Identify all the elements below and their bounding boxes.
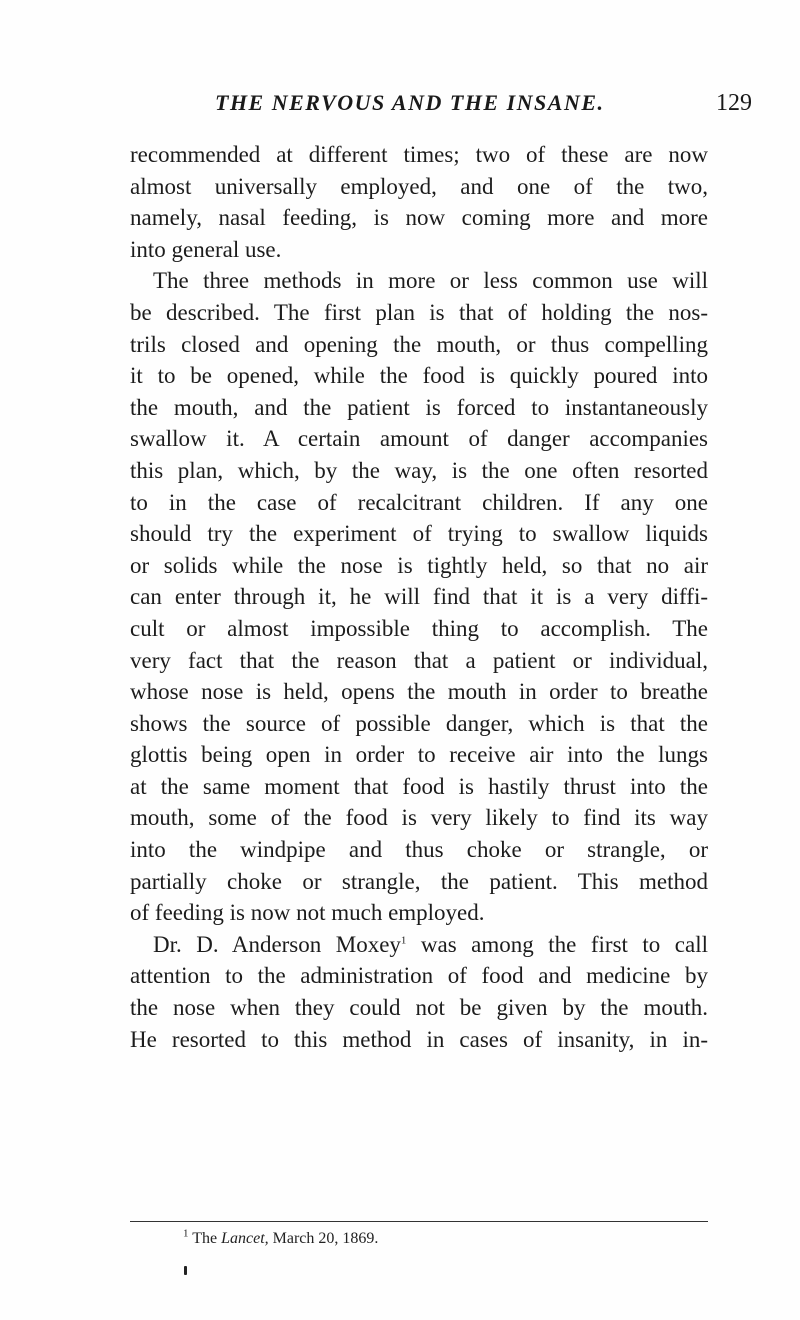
body-text bbox=[130, 139, 708, 1055]
text-line: almost universally employed, and one of the two, bbox=[130, 173, 708, 199]
page-number: 129 bbox=[716, 90, 752, 116]
text-line: He resorted to this method in cases of insanity, in in- bbox=[130, 1026, 708, 1052]
text-line: swallow it. A certain amount of danger accompanies bbox=[130, 426, 708, 452]
text-line: The three methods in more or less common use will bbox=[153, 268, 708, 294]
text-line: should try the experiment of trying to swallow liquids bbox=[130, 521, 708, 547]
text-line-with-footnote bbox=[130, 929, 708, 961]
print-speck bbox=[184, 1266, 187, 1275]
text-line: the mouth, and the patient is forced to instantaneously bbox=[130, 394, 708, 420]
running-head: THE NERVOUS AND THE INSANE. bbox=[215, 90, 605, 115]
text-line: whose nose is held, opens the mouth in order to breathe bbox=[130, 679, 708, 705]
text-line: into the windpipe and thus choke or strangle, or bbox=[130, 837, 708, 863]
text-line: of feeding is now not much employed. bbox=[130, 900, 485, 926]
text-line: at the same moment that food is hastily thrust into the bbox=[130, 773, 708, 799]
text-line: namely, nasal feeding, is now coming more and more bbox=[130, 205, 708, 231]
footnote bbox=[183, 1227, 379, 1248]
footnote-reference: 1 bbox=[400, 934, 407, 947]
text-fragment: was among the first to call bbox=[420, 931, 708, 957]
text-line: glottis being open in order to receive air into the lungs bbox=[130, 742, 708, 768]
footnote-divider bbox=[130, 1221, 708, 1222]
footnote-date: March 20, 1869. bbox=[268, 1230, 379, 1247]
footnote-marker: 1 bbox=[183, 1227, 189, 1240]
text-line: cult or almost impossible thing to accomplish. The bbox=[130, 615, 708, 641]
footnote-text: The bbox=[192, 1230, 222, 1247]
text-line: to in the case of recalcitrant children. If any one bbox=[130, 489, 708, 515]
text-line: trils closed and opening the mouth, or thus compelling bbox=[130, 331, 708, 357]
text-fragment: Dr. D. Anderson Moxey bbox=[153, 931, 401, 957]
text-line: it to be opened, while the food is quickly poured into bbox=[130, 363, 708, 389]
text-line: recommended at different times; two of these are now bbox=[130, 142, 708, 167]
text-line: attention to the administration of food and medicine by bbox=[130, 963, 708, 989]
text-line: can enter through it, he will find that it is a very diffi- bbox=[130, 584, 708, 610]
text-line: or solids while the nose is tightly held, so that no air bbox=[130, 552, 708, 578]
text-line: very fact that the reason that a patient or individual, bbox=[130, 647, 708, 673]
text-line: shows the source of possible danger, which is that the bbox=[130, 710, 708, 736]
footnote-journal: Lancet, bbox=[221, 1230, 269, 1247]
text-line: partially choke or strangle, the patient. This method bbox=[130, 868, 708, 894]
text-line: be described. The first plan is that of holding the nos- bbox=[130, 299, 708, 325]
text-line: into general use. bbox=[130, 236, 282, 262]
text-line: the nose when they could not be given by the mouth. bbox=[130, 995, 708, 1021]
text-line: this plan, which, by the way, is the one often resorted bbox=[130, 457, 708, 483]
text-line: mouth, some of the food is very likely to find its way bbox=[130, 805, 708, 831]
